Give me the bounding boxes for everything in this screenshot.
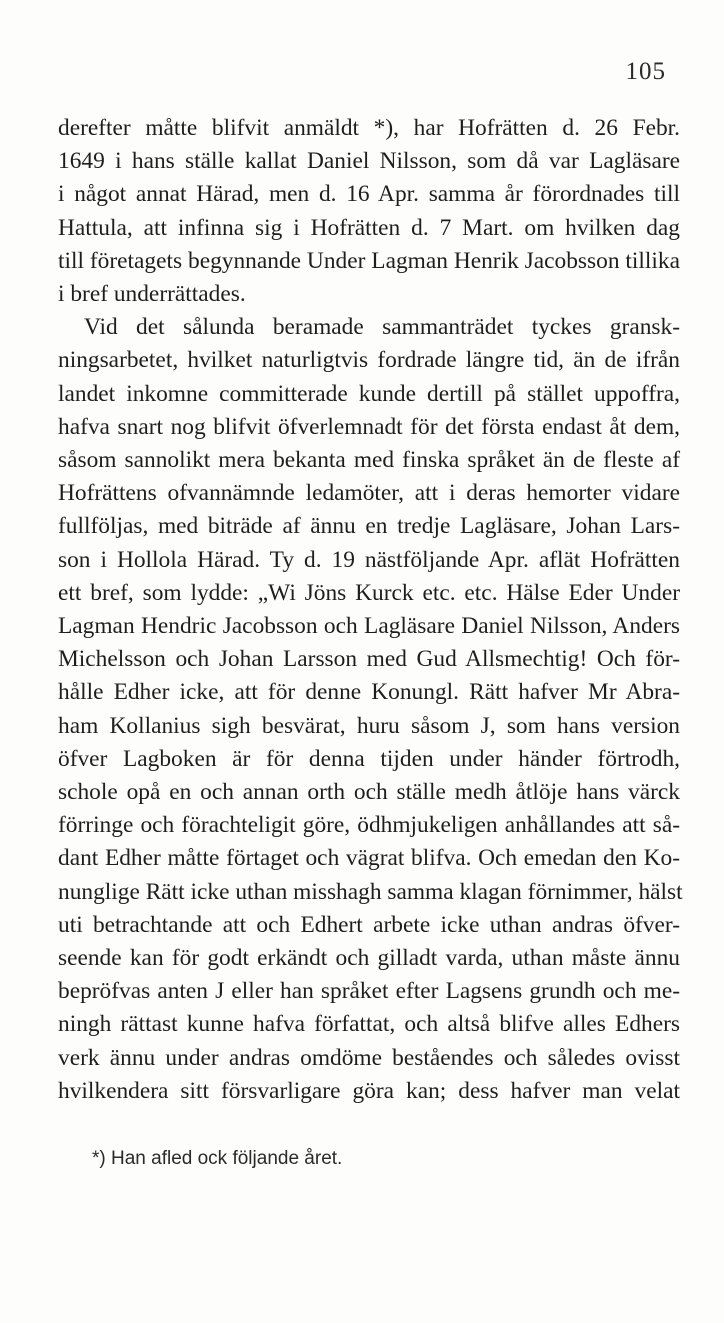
paragraph-start-line: Vid det sålunda beramade sammanträdet tyckes gransk- <box>84 314 680 341</box>
text-line: till företagets begynnande Under Lagman Henrik Jacobsson tillika <box>58 247 680 274</box>
text-line: hålle Edher icke, att för denne Konungl. Rätt hafver Mr Abra- <box>58 679 680 706</box>
text-line: seende kan för godt erkändt och gilladt varda, uthan måste ännu <box>58 945 680 972</box>
text-line: ningh rättast kunne hafva författat, och altså blifve alles Edhers <box>58 1011 680 1038</box>
text-line: dant Edher måtte förtaget och vägrat blifva. Och emedan den Ko- <box>58 845 680 872</box>
text-line: son i Hollola Härad. Ty d. 19 nästföljande Apr. aflät Hofrätten <box>58 546 680 573</box>
text-line: öfver Lagboken är för denna tijden under händer förtrodh, <box>58 745 680 772</box>
text-line: fullföljas, med biträde af ännu en tredje Lagläsare, Johan Lars- <box>58 513 680 540</box>
text-line: i något annat Härad, men d. 16 Apr. samma år förordnades till <box>58 181 680 208</box>
text-line: schole opå en och annan orth och ställe medh åtlöje hans värck <box>58 779 680 806</box>
text-line: Hattula, att infinna sig i Hofrätten d. 7 Mart. om hvilken dag <box>58 214 680 241</box>
text-line: landet inkomne committerade kunde dertill på stället uppoffra, <box>58 380 680 407</box>
page-number: 105 <box>625 58 666 85</box>
text-line: hvilkendera sitt försvarligare göra kan; dess hafver man velat <box>58 1077 680 1104</box>
footnote: *) Han afled ock följande året. <box>92 1148 343 1169</box>
text-line: Lagman Hendric Jacobsson och Lagläsare Daniel Nilsson, Anders <box>58 613 680 640</box>
text-line: uti betrachtande att och Edhert arbete icke uthan andras öfver- <box>58 911 680 938</box>
text-line: ett bref, som lydde: „Wi Jöns Kurck etc. etc. Hälse Eder Under <box>58 579 680 606</box>
text-line: nunglige Rätt icke uthan misshagh samma klagan förnimmer, hälst <box>58 878 683 905</box>
text-line: Michelsson och Johan Larsson med Gud Allsmechtig! Och för- <box>58 646 680 673</box>
text-line: hafva snart nog blifvit öfverlemnadt för det första endast åt dem, <box>58 413 680 440</box>
text-line: såsom sannolikt mera bekanta med finska språket än de fleste af <box>58 447 680 474</box>
body-text <box>58 112 683 1108</box>
text-line: verk ännu under andras omdöme beståendes och således ovisst <box>58 1044 680 1071</box>
text-line: derefter måtte blifvit anmäldt *), har Hofrätten d. 26 Febr. <box>58 115 680 141</box>
text-line: förringe och förachteligit göre, ödhmjukeligen anhållandes att så- <box>58 812 680 839</box>
text-line: 1649 i hans ställe kallat Daniel Nilsson, som då var Lagläsare <box>58 148 680 175</box>
text-line: bepröfvas anten J eller han språket efter Lagsens grundh och me- <box>58 978 680 1005</box>
text-line: i bref underrättades. <box>58 281 246 308</box>
text-line: Hofrättens ofvannämnde ledamöter, att i deras hemorter vidare <box>58 480 680 507</box>
text-line: ningsarbetet, hvilket naturligtvis fordrade längre tid, än de ifrån <box>58 347 680 374</box>
text-line: ham Kollanius sigh besvärat, huru såsom J, som hans version <box>58 712 680 739</box>
